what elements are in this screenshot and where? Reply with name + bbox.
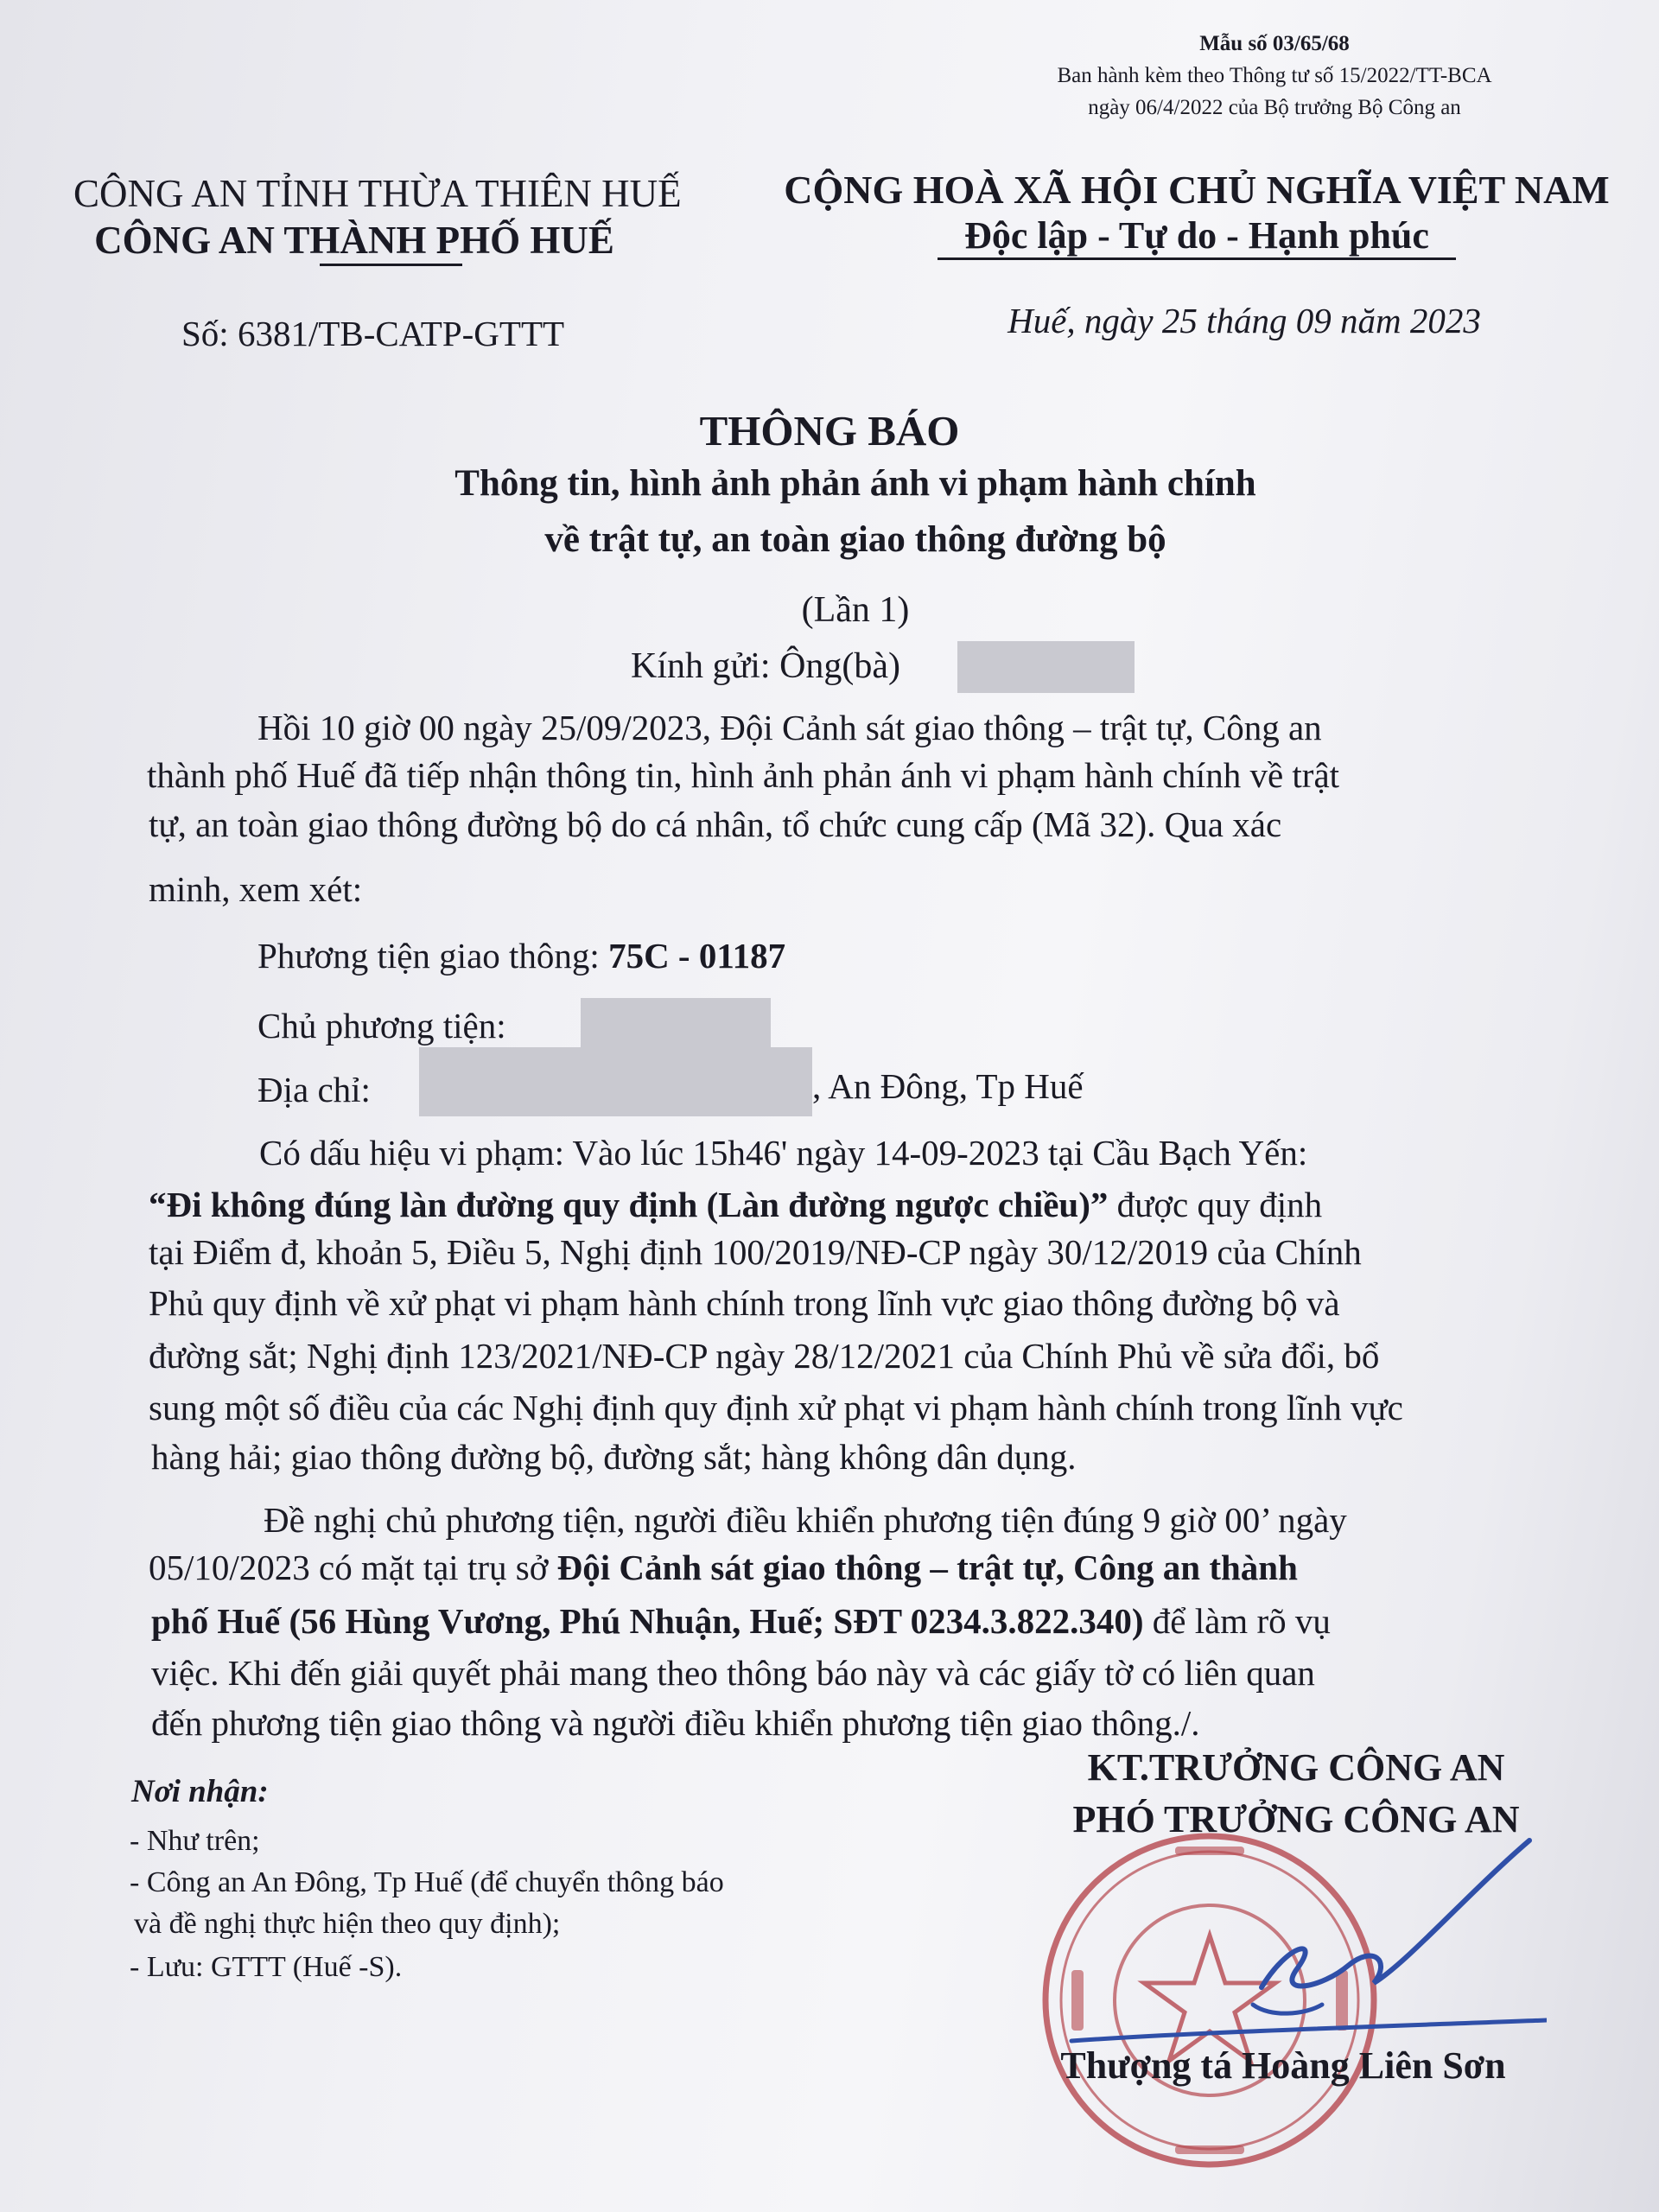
vehicle-line xyxy=(257,935,785,976)
request-text: 05/10/2023 có mặt tại trụ sở xyxy=(149,1548,557,1587)
recipients-heading: Nơi nhận: xyxy=(131,1774,269,1809)
nation-name: CỘNG HOÀ XÃ HỘI CHỦ NGHĨA VIỆT NAM xyxy=(784,168,1610,212)
form-issued-with: Ban hành kèm theo Thông tư số 15/2022/TT-BCA xyxy=(1057,64,1492,87)
document-number: Số: 6381/TB-CATP-GTTT xyxy=(181,314,565,353)
address-suffix: , An Đông, Tp Huế xyxy=(812,1066,1084,1106)
redacted-owner-name xyxy=(581,998,771,1048)
request-line: đến phương tiện giao thông và người điều khiển phương tiện giao thông./. xyxy=(151,1703,1200,1743)
body-line: thành phố Huế đã tiếp nhận thông tin, hình ảnh phản ánh vi phạm hành chính về trật xyxy=(147,755,1340,795)
place-date: Huế, ngày 25 tháng 09 năm 2023 xyxy=(1007,301,1481,340)
legal-line: hàng hải; giao thông đường bộ, đường sắt; hàng không dân dụng. xyxy=(151,1437,1077,1477)
recipient-item: - Lưu: GTTT (Huế -S). xyxy=(130,1951,403,1983)
legal-line: tại Điểm đ, khoản 5, Điều 5, Nghị định 100/2019/NĐ-CP ngày 30/12/2019 của Chính xyxy=(149,1232,1362,1272)
redacted-recipient-name xyxy=(957,641,1135,693)
body-line: Hồi 10 giờ 00 ngày 25/09/2023, Đội Cảnh sát giao thông – trật tự, Công an xyxy=(257,708,1322,747)
title-subtitle-line-2: về trật tự, an toàn giao thông đường bộ xyxy=(544,519,1166,560)
body-line: tự, an toàn giao thông đường bộ do cá nhân, tổ chức cung cấp (Mã 32). Qua xác xyxy=(149,804,1282,844)
legal-line: đường sắt; Nghị định 123/2021/NĐ-CP ngày 28/12/2021 của Chính Phủ về sửa đổi, bổ xyxy=(149,1336,1380,1376)
violation-quote: “Đi không đúng làn đường quy định (Làn đường ngược chiều)” xyxy=(149,1185,1109,1224)
form-number: Mẫu số 03/65/68 xyxy=(1199,32,1350,55)
form-issued-date: ngày 06/4/2022 của Bộ trưởng Bộ Công an xyxy=(1088,96,1461,119)
request-line: việc. Khi đến giải quyết phải mang theo thông báo này và các giấy tờ có liên quan xyxy=(151,1653,1315,1693)
document-title: THÔNG BÁO xyxy=(699,407,960,454)
signature-authority: KT.TRƯỞNG CÔNG AN xyxy=(1087,1746,1505,1789)
signer-name: Thượng tá Hoàng Liên Sơn xyxy=(1060,2044,1506,2087)
request-unit: Đội Cảnh sát giao thông – trật tự, Công an thành xyxy=(556,1548,1298,1587)
recipient-item: - Như trên; xyxy=(130,1825,260,1857)
vehicle-plate: 75C - 01187 xyxy=(608,936,786,976)
title-subtitle-line-1: Thông tin, hình ảnh phản ánh vi phạm hành chính xyxy=(454,463,1256,504)
violation-after: được quy định xyxy=(1108,1185,1323,1224)
request-line xyxy=(149,1547,1298,1588)
recipient-item: - Công an An Đông, Tp Huế (để chuyển thông báo xyxy=(130,1866,724,1898)
redacted-address xyxy=(419,1047,812,1116)
form-reference xyxy=(1015,28,1534,124)
request-line: Đề nghị chủ phương tiện, người điều khiển phương tiện đúng 9 giờ 00’ ngày xyxy=(264,1500,1347,1540)
request-text: để làm rõ vụ xyxy=(1143,1601,1331,1641)
agency-parent: CÔNG AN TỈNH THỪA THIÊN HUẾ xyxy=(73,172,682,215)
motto-underline xyxy=(938,257,1456,260)
legal-line: sung một số điều của các Nghị định quy định xử phạt vi phạm hành chính trong lĩnh vực xyxy=(149,1388,1403,1427)
agency-name: CÔNG AN THÀNH PHỐ HUẾ xyxy=(94,219,614,262)
owner-label: Chủ phương tiện: xyxy=(257,1006,506,1046)
violation-line xyxy=(149,1184,1322,1225)
attempt-number: (Lần 1) xyxy=(801,590,910,630)
agency-underline xyxy=(320,264,462,266)
recipient-item: và đề nghị thực hiện theo quy định); xyxy=(134,1908,561,1940)
violation-intro: Có dấu hiệu vi phạm: Vào lúc 15h46' ngày 14-09-2023 tại Cầu Bạch Yến: xyxy=(259,1133,1308,1173)
legal-line: Phủ quy định về xử phạt vi phạm hành chính trong lĩnh vực giao thông đường bộ và xyxy=(149,1283,1340,1323)
nation-motto: Độc lập - Tự do - Hạnh phúc xyxy=(964,214,1429,257)
body-line: minh, xem xét: xyxy=(149,869,363,909)
address-label: Địa chỉ: xyxy=(257,1070,371,1109)
request-line xyxy=(151,1600,1331,1642)
vehicle-label: Phương tiện giao thông: xyxy=(257,936,609,976)
recipient-salutation: Kính gửi: Ông(bà) xyxy=(631,646,901,686)
request-address: phố Huế (56 Hùng Vương, Phú Nhuận, Huế; SĐT 0234.3.822.340) xyxy=(151,1601,1144,1641)
signature-title: PHÓ TRƯỞNG CÔNG AN xyxy=(1072,1798,1520,1840)
